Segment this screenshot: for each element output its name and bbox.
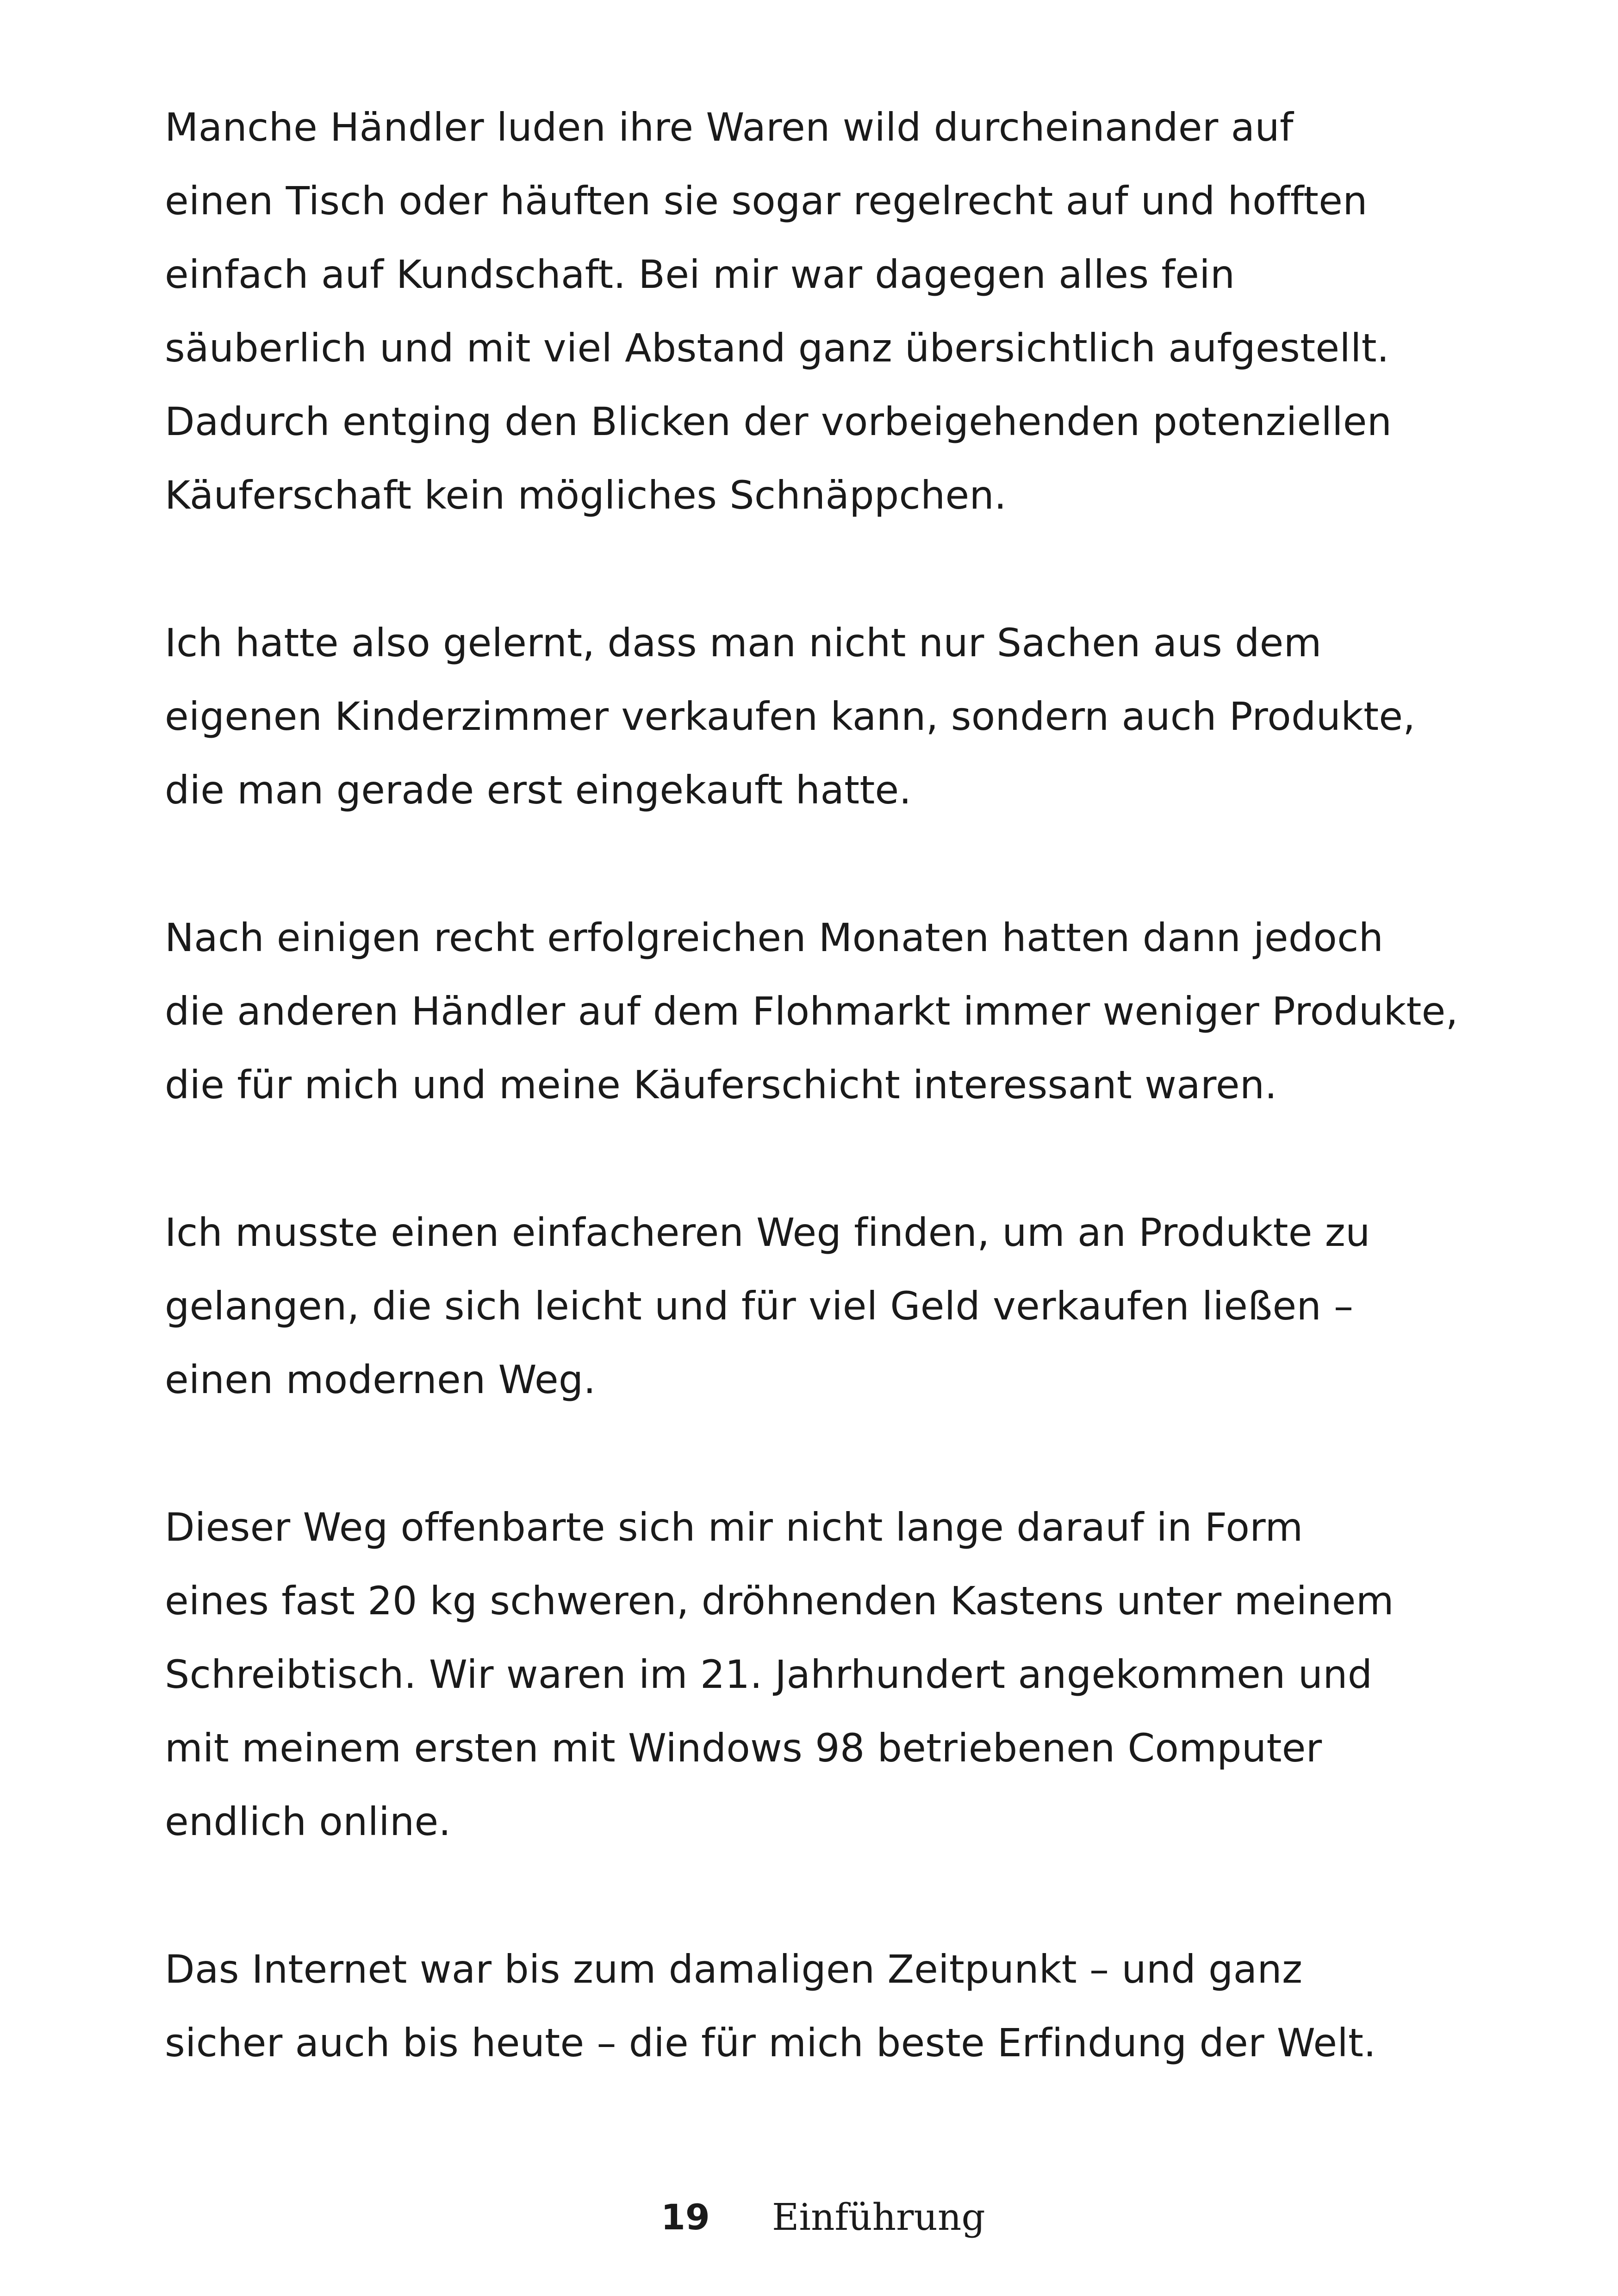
text-line: mit meinem ersten mit Windows 98 betriebenen Computer — [165, 1725, 1322, 1771]
text-line: säuberlich und mit viel Abstand ganz übersichtlich aufgestellt. — [165, 325, 1389, 371]
text-line: Käuferschaft kein mögliches Schnäppchen. — [165, 473, 1007, 518]
text-line: Dadurch entging den Blicken der vorbeigehenden potenziellen — [165, 399, 1392, 444]
text-line: einen Tisch oder häuften sie sogar regelrecht auf und hofften — [165, 178, 1368, 224]
text-line: eigenen Kinderzimmer verkaufen kann, sondern auch Produkte, — [165, 694, 1416, 739]
text-line: Dieser Weg offenbarte sich mir nicht lange darauf in Form — [165, 1505, 1303, 1550]
paragraph-3 — [165, 901, 1479, 1122]
page-footer — [0, 2192, 1618, 2257]
text-line: Ich hatte also gelernt, dass man nicht nur Sachen aus dem — [165, 620, 1322, 666]
page-number: 19 — [661, 2196, 710, 2238]
text-line: gelangen, die sich leicht und für viel Geld verkaufen ließen – — [165, 1283, 1354, 1329]
paragraph-1 — [165, 91, 1479, 532]
text-line: Nach einigen recht erfolgreichen Monaten hatten dann jedoch — [165, 915, 1384, 960]
text-line: sicher auch bis heute – die für mich beste Erfindung der Welt. — [165, 2020, 1376, 2066]
text-line: die für mich und meine Käuferschicht interessant waren. — [165, 1062, 1277, 1108]
running-section-title: Einführung — [772, 2196, 985, 2239]
paragraph-6 — [165, 1933, 1479, 2080]
text-line: die anderen Händler auf dem Flohmarkt immer weniger Produkte, — [165, 989, 1458, 1034]
body-text — [165, 91, 1479, 2154]
text-line: Schreibtisch. Wir waren im 21. Jahrhundert angekommen und — [165, 1652, 1373, 1697]
text-line: Das Internet war bis zum damaligen Zeitpunkt – und ganz — [165, 1947, 1303, 1992]
text-line: endlich online. — [165, 1799, 451, 1844]
text-line: Ich musste einen einfacheren Weg finden, um an Produkte zu — [165, 1210, 1370, 1255]
text-line: einen modernen Weg. — [165, 1357, 596, 1402]
paragraph-2 — [165, 606, 1479, 827]
text-line: die man gerade erst eingekauft hatte. — [165, 767, 912, 813]
text-line: eines fast 20 kg schweren, dröhnenden Kastens unter meinem — [165, 1578, 1394, 1624]
paragraph-4 — [165, 1196, 1479, 1417]
paragraph-5 — [165, 1491, 1479, 1859]
text-line: einfach auf Kundschaft. Bei mir war dagegen alles fein — [165, 252, 1235, 297]
text-line: Manche Händler luden ihre Waren wild durcheinander auf — [165, 105, 1294, 150]
